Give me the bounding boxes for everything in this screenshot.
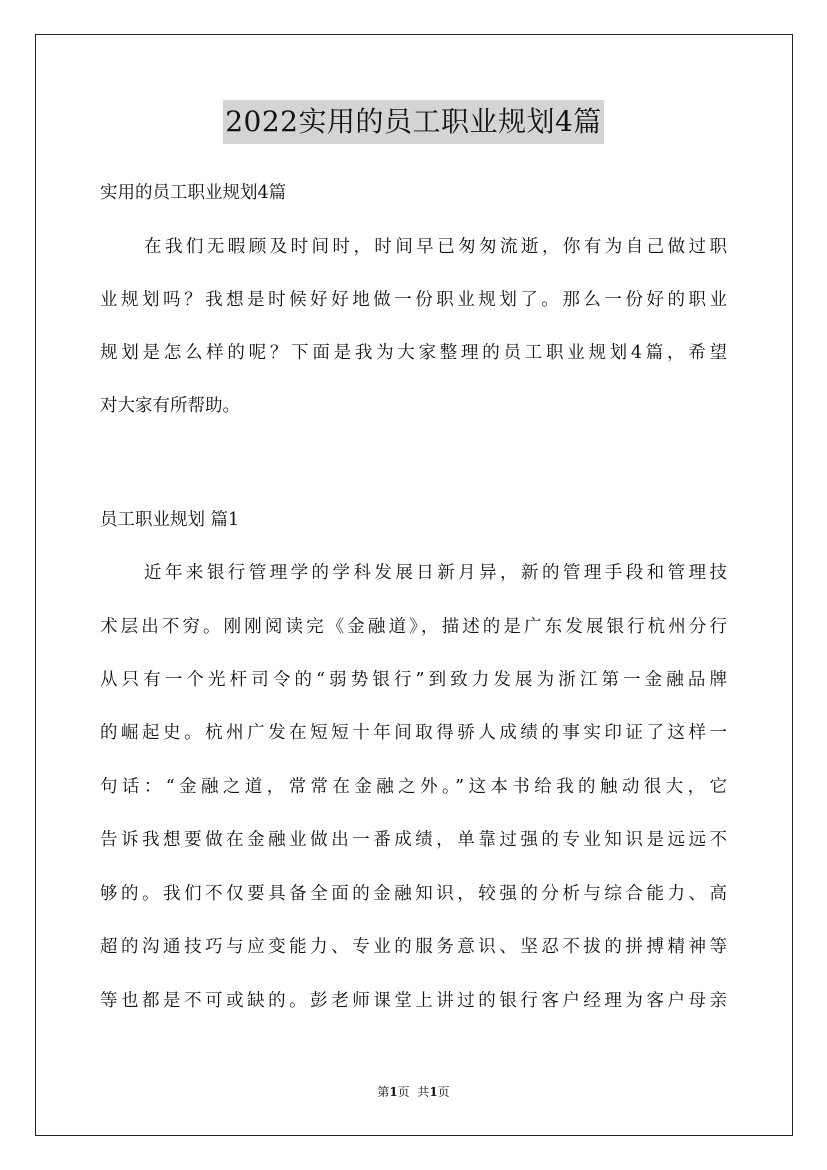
document-subtitle: 实用的员工职业规划4篇 <box>100 183 287 203</box>
body-line: 等也都是不可或缺的。彭老师课堂上讲过的银行客户经理为客户母亲 <box>100 991 727 1011</box>
intro-line: 在我们无暇顾及时间时，时间早已匆匆流逝，你有为自己做过职 <box>144 237 727 257</box>
body-line: 够的。我们不仅要具备全面的金融知识，较强的分析与综合能力、高 <box>100 884 727 904</box>
document-title: 2022实用的员工职业规划4篇 <box>223 100 604 144</box>
intro-line: 规划是怎么样的呢？下面是我为大家整理的员工职业规划4篇，希望 <box>100 343 727 363</box>
body-line: 近年来银行管理学的学科发展日新月异，新的管理手段和管理技 <box>144 563 727 583</box>
body-line: 告诉我想要做在金融业做出一番成绩，单靠过强的专业知识是远远不 <box>100 830 727 850</box>
body-line: 句话：“金融之道，常常在金融之外。”这本书给我的触动很大，它 <box>100 777 727 797</box>
total-page-number: 1 <box>429 1085 438 1099</box>
body-line: 超的沟通技巧与应变能力、专业的服务意识、坚忍不拔的拼搏精神等 <box>100 937 727 957</box>
section-heading: 员工职业规划 篇1 <box>100 510 240 530</box>
body-line: 术层出不穷。刚刚阅读完《金融道》，描述的是广东发展银行杭州分行 <box>100 617 727 637</box>
page-label-mid: 页 共 <box>397 1085 430 1099</box>
body-line: 的崛起史。杭州广发在短短十年间取得骄人成绩的事实印证了这样一 <box>100 723 727 743</box>
page-footer <box>0 1084 827 1100</box>
title-container <box>0 100 827 144</box>
intro-line: 对大家有所帮助。 <box>100 396 240 416</box>
body-line: 从只有一个光杆司令的“弱势银行”到致力发展为浙江第一金融品牌 <box>100 670 727 690</box>
page-label-prefix: 第 <box>377 1085 390 1099</box>
page-label-suffix: 页 <box>437 1085 450 1099</box>
intro-line: 业规划吗？我想是时候好好地做一份职业规划了。那么一份好的职业 <box>100 290 727 310</box>
current-page-number: 1 <box>389 1085 398 1099</box>
